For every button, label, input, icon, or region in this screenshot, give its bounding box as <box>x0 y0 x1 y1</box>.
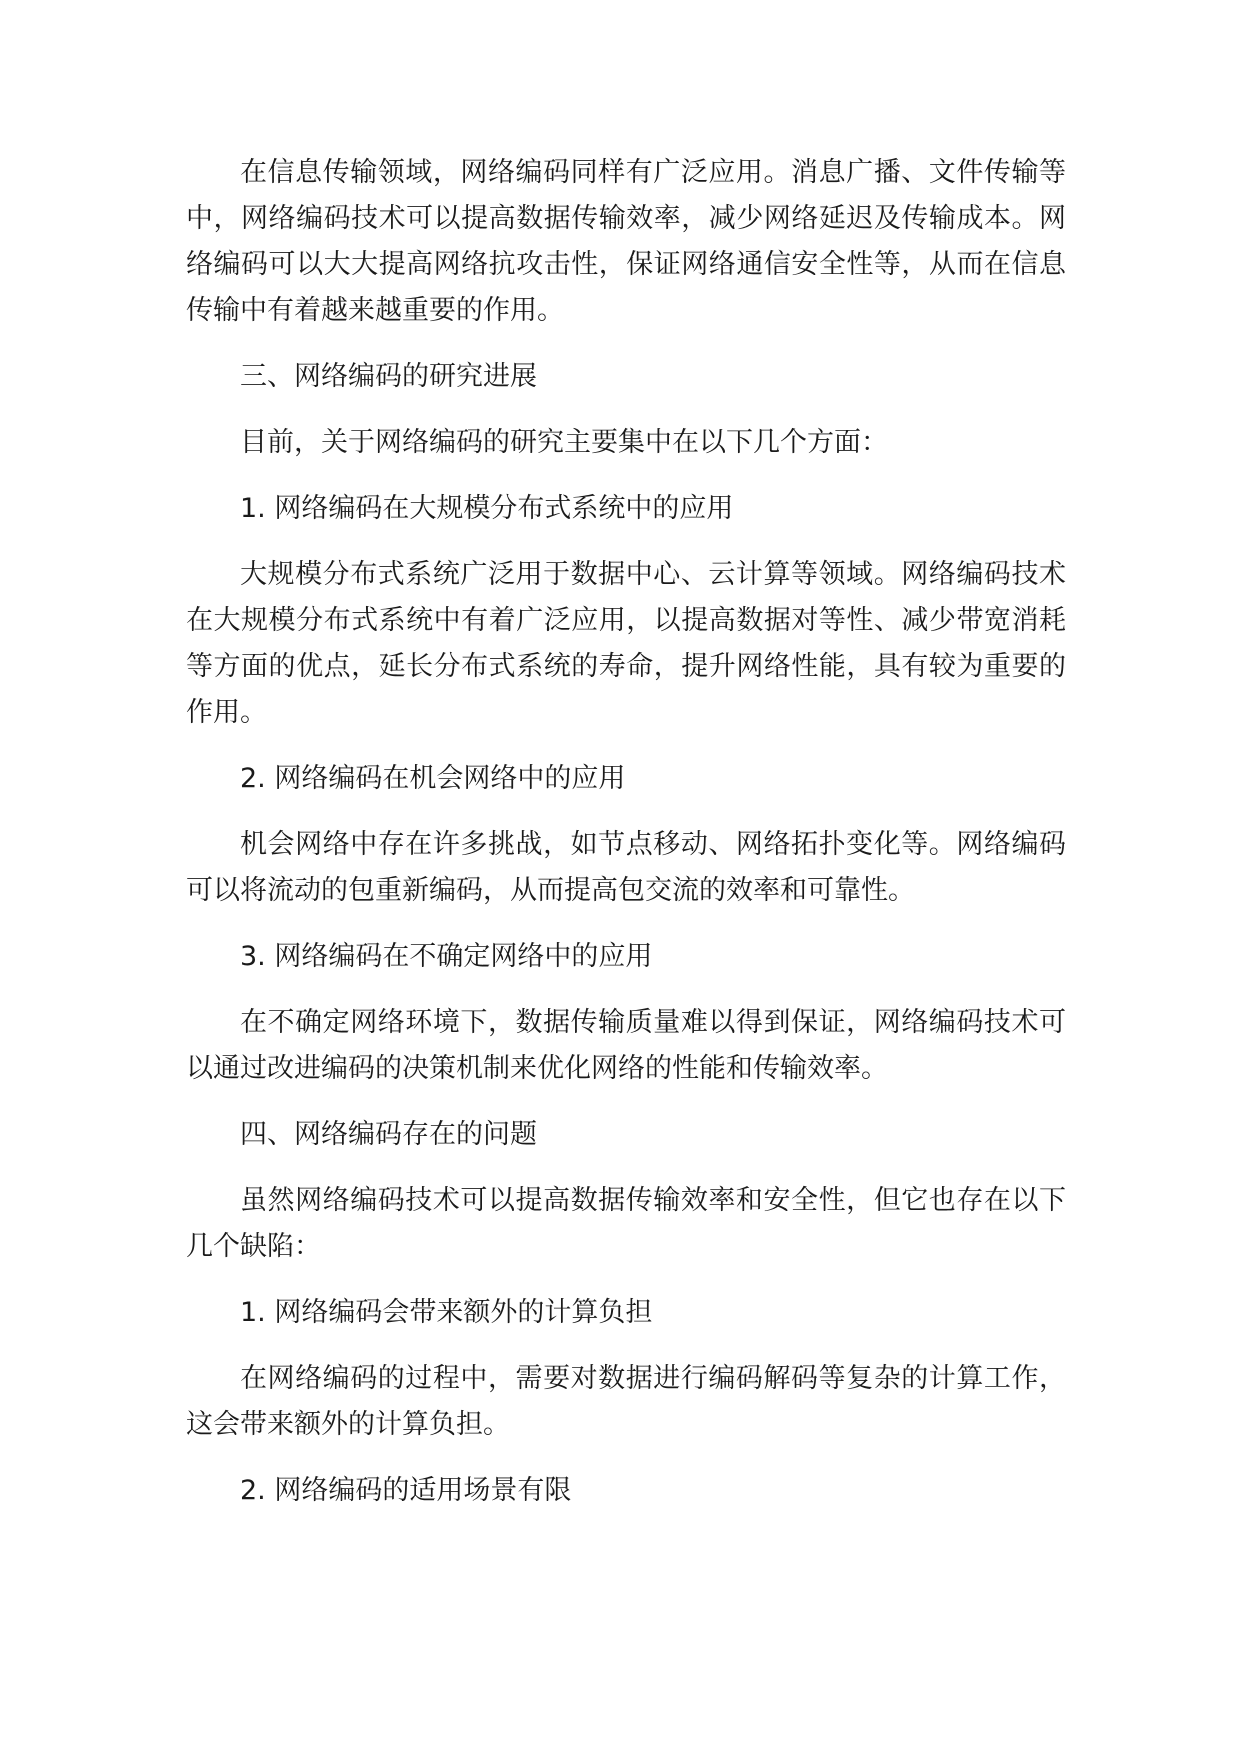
paragraph-opportunistic-networks: 机会网络中存在许多挑战，如节点移动、网络拓扑变化等。网络编码可以将流动的包重新编码，从而提高包交流的效率和可靠性。 <box>186 829 1066 906</box>
paragraph-uncertain-networks: 在不确定网络环境下，数据传输质量难以得到保证，网络编码技术可以通过改进编码的决策机制来优化网络的性能和传输效率。 <box>186 1007 1066 1084</box>
subheading-computation-burden: 1. 网络编码会带来额外的计算负担 <box>240 1297 653 1328</box>
subheading-distributed-systems: 1. 网络编码在大规模分布式系统中的应用 <box>240 493 734 524</box>
paragraph-info-transmission: 在信息传输领域，网络编码同样有广泛应用。消息广播、文件传输等中，网络编码技术可以提高数据传输效率，减少网络延迟及传输成本。网络编码可以大大提高网络抗攻击性，保证网络通信安全性等，从而在信息传输中有着越来越重要的作用。 <box>186 157 1066 326</box>
subheading-opportunistic-networks: 2. 网络编码在机会网络中的应用 <box>240 763 626 794</box>
paragraph-computation-burden: 在网络编码的过程中，需要对数据进行编码解码等复杂的计算工作，这会带来额外的计算负担。 <box>186 1363 1066 1440</box>
document-body <box>186 150 1066 1534</box>
subheading-uncertain-networks: 3. 网络编码在不确定网络中的应用 <box>240 941 653 972</box>
paragraph-research-intro: 目前，关于网络编码的研究主要集中在以下几个方面： <box>240 427 888 458</box>
section-heading-research-progress: 三、网络编码的研究进展 <box>240 361 537 392</box>
paragraph-problems-intro: 虽然网络编码技术可以提高数据传输效率和安全性，但它也存在以下几个缺陷： <box>186 1185 1066 1262</box>
subheading-limited-scenarios: 2. 网络编码的适用场景有限 <box>240 1475 572 1506</box>
section-heading-problems: 四、网络编码存在的问题 <box>240 1119 537 1150</box>
paragraph-distributed-systems: 大规模分布式系统广泛用于数据中心、云计算等领域。网络编码技术在大规模分布式系统中有着广泛应用，以提高数据对等性、减少带宽消耗等方面的优点，延长分布式系统的寿命，提升网络性能，具有较为重要的作用。 <box>186 559 1066 728</box>
